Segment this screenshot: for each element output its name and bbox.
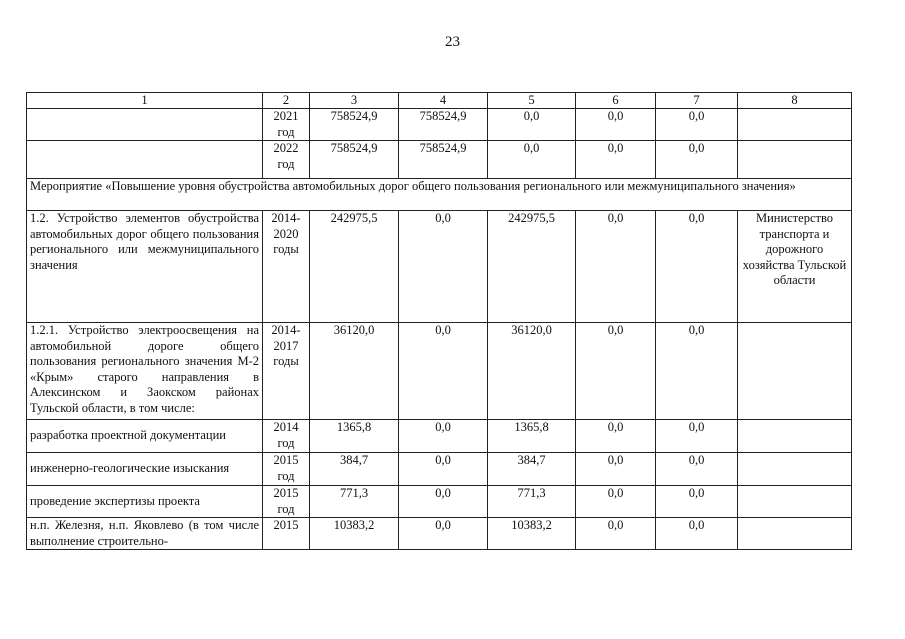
budget-table	[26, 92, 852, 550]
year-cell: 2015	[263, 518, 310, 550]
description-cell: проведение экспертизы проекта	[27, 486, 263, 518]
header-cell: 8	[738, 93, 852, 109]
value-cell: 10383,2	[310, 518, 399, 550]
value-cell: 0,0	[576, 109, 656, 141]
value-cell: 0,0	[399, 453, 488, 486]
description-cell	[27, 109, 263, 141]
table-row	[27, 453, 852, 486]
description-cell	[27, 141, 263, 179]
value-cell: 0,0	[576, 486, 656, 518]
value-cell: 0,0	[576, 141, 656, 179]
value-cell: 0,0	[488, 141, 576, 179]
value-cell: 384,7	[488, 453, 576, 486]
value-cell: 0,0	[488, 109, 576, 141]
organization-cell	[738, 420, 852, 453]
value-cell: 0,0	[576, 323, 656, 420]
table-row	[27, 518, 852, 550]
table-row	[27, 323, 852, 420]
value-cell: 0,0	[399, 211, 488, 323]
value-cell: 10383,2	[488, 518, 576, 550]
section-title: Мероприятие «Повышение уровня обустройства автомобильных дорог общего пользования регионального или межмуниципального значения»	[27, 179, 852, 211]
value-cell: 0,0	[656, 141, 738, 179]
table-row	[27, 211, 852, 323]
value-cell: 758524,9	[399, 109, 488, 141]
value-cell: 0,0	[656, 420, 738, 453]
value-cell: 0,0	[576, 420, 656, 453]
value-cell: 0,0	[656, 109, 738, 141]
header-cell: 1	[27, 93, 263, 109]
table-row	[27, 420, 852, 453]
value-cell: 242975,5	[488, 211, 576, 323]
value-cell: 758524,9	[310, 141, 399, 179]
header-cell: 3	[310, 93, 399, 109]
year-cell: 2014 год	[263, 420, 310, 453]
table-row	[27, 109, 852, 141]
value-cell: 36120,0	[488, 323, 576, 420]
description-cell: разработка проектной документации	[27, 420, 263, 453]
value-cell: 0,0	[399, 420, 488, 453]
table-row	[27, 486, 852, 518]
value-cell: 1365,8	[488, 420, 576, 453]
value-cell: 758524,9	[399, 141, 488, 179]
value-cell: 771,3	[488, 486, 576, 518]
year-cell: 2015 год	[263, 486, 310, 518]
header-cell: 5	[488, 93, 576, 109]
value-cell: 0,0	[576, 211, 656, 323]
section-row	[27, 179, 852, 211]
organization-cell	[738, 109, 852, 141]
description-cell: н.п. Железня, н.п. Яковлево (в том числе выполнение строительно-	[27, 518, 263, 550]
value-cell: 0,0	[656, 323, 738, 420]
header-cell: 7	[656, 93, 738, 109]
value-cell: 0,0	[656, 518, 738, 550]
organization-cell	[738, 486, 852, 518]
value-cell: 758524,9	[310, 109, 399, 141]
organization-cell: Министерство транспорта и дорожного хозяйства Тульской области	[738, 211, 852, 323]
table-row	[27, 141, 852, 179]
description-cell: 1.2. Устройство элементов обустройства автомобильных дорог общего пользования регионального или межмуниципального значения	[27, 211, 263, 323]
value-cell: 384,7	[310, 453, 399, 486]
organization-cell	[738, 453, 852, 486]
year-cell: 2015 год	[263, 453, 310, 486]
value-cell: 0,0	[576, 453, 656, 486]
value-cell: 0,0	[656, 486, 738, 518]
year-cell: 2021 год	[263, 109, 310, 141]
year-cell: 2022 год	[263, 141, 310, 179]
year-cell: 2014-2020 годы	[263, 211, 310, 323]
header-cell: 6	[576, 93, 656, 109]
description-cell: 1.2.1. Устройство электроосвещения на автомобильной дороге общего пользования регионального значения М-2 «Крым» старого направления в Алексинском и Заокском районах Тульской области, в том числе:	[27, 323, 263, 420]
value-cell: 0,0	[399, 518, 488, 550]
value-cell: 0,0	[399, 323, 488, 420]
value-cell: 0,0	[656, 453, 738, 486]
value-cell: 771,3	[310, 486, 399, 518]
year-cell: 2014-2017 годы	[263, 323, 310, 420]
value-cell: 0,0	[656, 211, 738, 323]
organization-cell	[738, 518, 852, 550]
value-cell: 242975,5	[310, 211, 399, 323]
header-cell: 2	[263, 93, 310, 109]
header-row	[27, 93, 852, 109]
header-cell: 4	[399, 93, 488, 109]
value-cell: 36120,0	[310, 323, 399, 420]
page-number: 23	[445, 34, 460, 50]
value-cell: 0,0	[399, 486, 488, 518]
value-cell: 0,0	[576, 518, 656, 550]
value-cell: 1365,8	[310, 420, 399, 453]
organization-cell	[738, 141, 852, 179]
description-cell: инженерно-геологические изыскания	[27, 453, 263, 486]
organization-cell	[738, 323, 852, 420]
